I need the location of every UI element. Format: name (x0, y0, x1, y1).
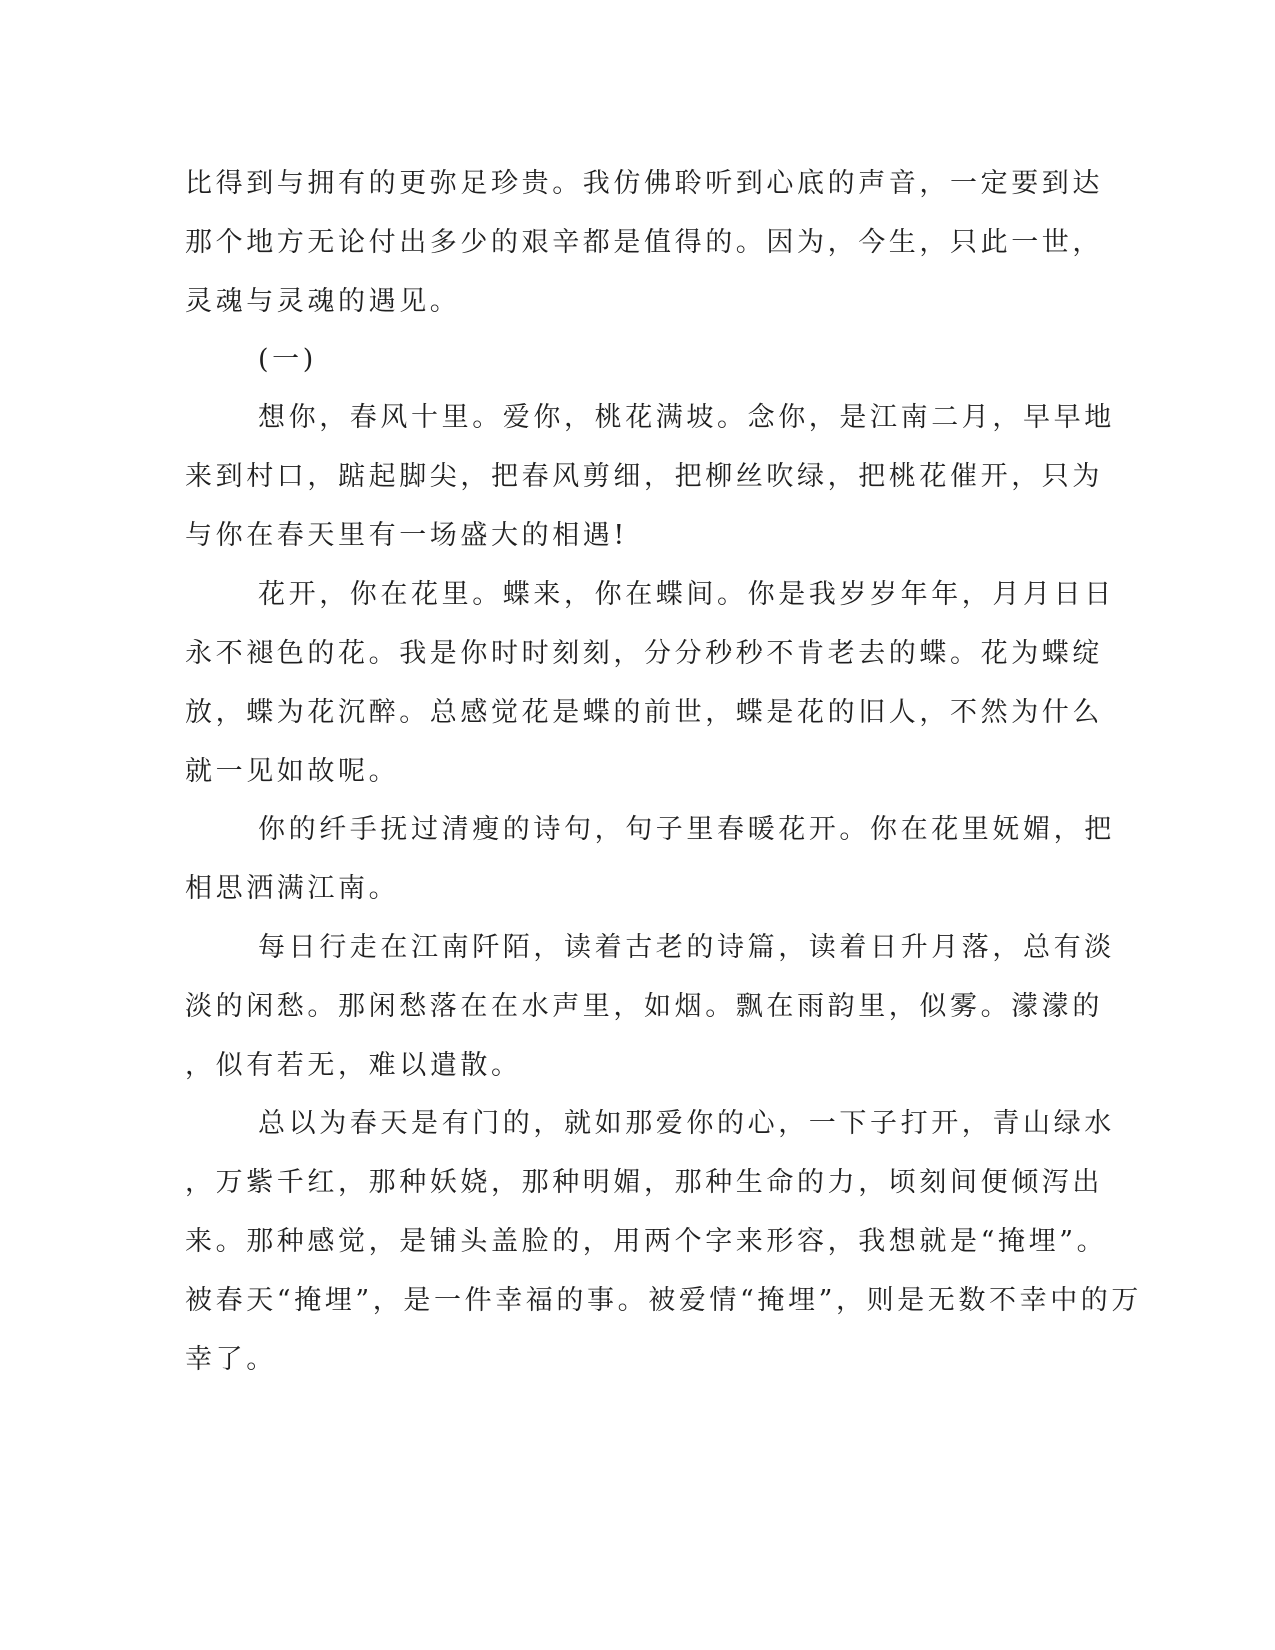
text-line: 总以为春天是有门的，就如那爱你的心，一下子打开，青山绿水 (258, 1108, 1115, 1139)
text-line: 那个地方无论付出多少的艰辛都是值得的。因为，今生，只此一世， (185, 227, 1103, 258)
text-line: 相思洒满江南。 (185, 873, 400, 904)
text-line: 灵魂与灵魂的遇见。 (185, 286, 461, 317)
text-line: 花开，你在花里。蝶来，你在蝶间。你是我岁岁年年，月月日日 (258, 579, 1115, 610)
text-line: 就一见如故呢。 (185, 756, 400, 787)
text-line: 你的纤手抚过清瘦的诗句，句子里春暖花开。你在花里妩媚，把 (258, 814, 1115, 845)
text-line: 与你在春天里有一场盛大的相遇! (185, 520, 628, 551)
text-line: 比得到与拥有的更弥足珍贵。我仿佛聆听到心底的声音，一定要到达 (185, 168, 1103, 199)
text-line: 淡的闲愁。那闲愁落在在水声里，如烟。飘在雨韵里，似雾。濛濛的 (185, 991, 1103, 1022)
section-heading: (一) (258, 344, 317, 375)
text-line: 放，蝶为花沉醉。总感觉花是蝶的前世，蝶是花的旧人，不然为什么 (185, 697, 1103, 728)
text-line: ，万紫千红，那种妖娆，那种明媚，那种生命的力，顷刻间便倾泻出 (185, 1167, 1103, 1198)
text-line: 被春天“掩埋”，是一件幸福的事。被爱情“掩埋”，则是无数不幸中的万 (185, 1285, 1143, 1316)
text-line: 每日行走在江南阡陌，读着古老的诗篇，读着日升月落，总有淡 (258, 932, 1115, 963)
text-line: ，似有若无，难以遣散。 (185, 1050, 522, 1081)
text-line: 永不褪色的花。我是你时时刻刻，分分秒秒不肯老去的蝶。花为蝶绽 (185, 638, 1103, 669)
text-line: 幸了。 (185, 1344, 277, 1375)
text-line: 想你，春风十里。爱你，桃花满坡。念你，是江南二月，早早地 (258, 402, 1115, 433)
text-line: 来。那种感觉，是铺头盖脸的，用两个字来形容，我想就是“掩埋”。 (185, 1226, 1108, 1257)
text-line: 来到村口，踮起脚尖，把春风剪细，把柳丝吹绿，把桃花催开，只为 (185, 461, 1103, 492)
